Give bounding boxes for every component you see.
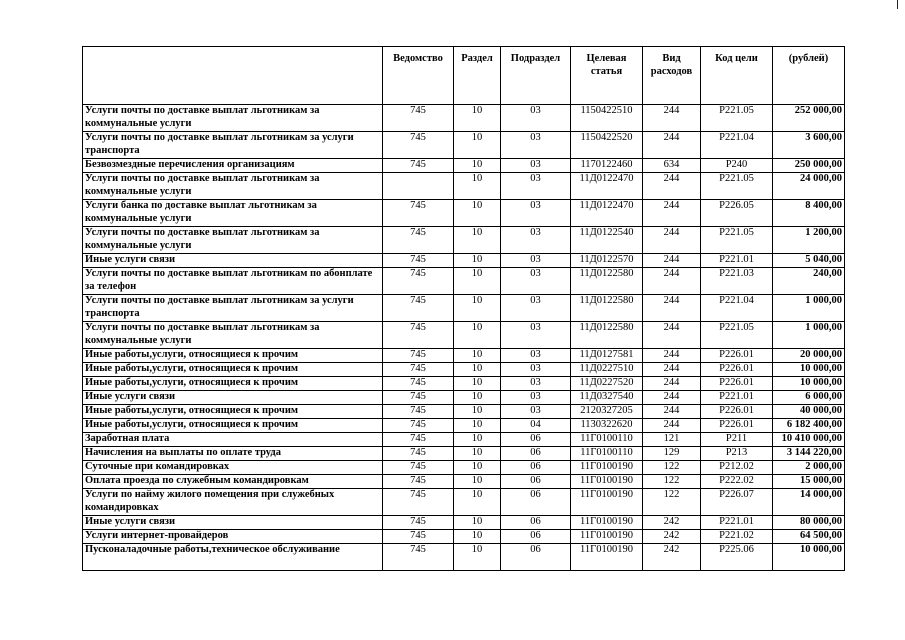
row-name-cell: Начисления на выплаты по оплате труда [83, 447, 383, 461]
row-article-cell: 11Д0227510 [571, 363, 643, 377]
row-type-cell: 242 [643, 516, 701, 530]
table-row [83, 227, 845, 254]
row-type-cell: 244 [643, 363, 701, 377]
row-section-cell: 10 [454, 322, 501, 349]
table-row [83, 363, 845, 377]
table-row [83, 377, 845, 391]
row-article-cell: 11Д0122540 [571, 227, 643, 254]
row-amount-cell: 24 000,00 [773, 173, 845, 200]
row-subsection-cell: 06 [501, 489, 571, 516]
row-dept-cell: 745 [383, 132, 454, 159]
row-type-cell: 244 [643, 295, 701, 322]
row-type-cell: 129 [643, 447, 701, 461]
row-article-cell: 11Г0100110 [571, 433, 643, 447]
table-row [83, 268, 845, 295]
row-type-cell: 634 [643, 159, 701, 173]
row-section-cell: 10 [454, 391, 501, 405]
row-article-cell: 1150422520 [571, 132, 643, 159]
row-dept-cell: 745 [383, 227, 454, 254]
row-amount-cell: 2 000,00 [773, 461, 845, 475]
row-name-cell: Иные услуги связи [83, 391, 383, 405]
row-subsection-cell: 06 [501, 475, 571, 489]
row-dept-cell: 745 [383, 268, 454, 295]
row-amount-cell: 8 400,00 [773, 200, 845, 227]
row-code-cell: Р226.01 [701, 377, 773, 391]
row-section-cell: 10 [454, 433, 501, 447]
row-name-cell: Услуги почты по доставке выплат льготникам за коммунальные услуги [83, 322, 383, 349]
row-code-cell: Р221.05 [701, 105, 773, 132]
row-section-cell: 10 [454, 447, 501, 461]
row-subsection-cell: 03 [501, 322, 571, 349]
row-amount-cell: 252 000,00 [773, 105, 845, 132]
row-type-cell: 244 [643, 322, 701, 349]
row-article-cell: 11Д0327540 [571, 391, 643, 405]
row-amount-cell: 14 000,00 [773, 489, 845, 516]
row-dept-cell [383, 173, 454, 200]
table-row [83, 254, 845, 268]
row-dept-cell: 745 [383, 200, 454, 227]
row-name-cell: Услуги почты по доставке выплат льготникам за коммунальные услуги [83, 227, 383, 254]
header-subsection: Подраздел [501, 47, 571, 105]
row-article-cell: 11Г0100190 [571, 516, 643, 530]
row-dept-cell: 745 [383, 475, 454, 489]
row-dept-cell: 745 [383, 461, 454, 475]
row-section-cell: 10 [454, 254, 501, 268]
header-target-article: Целевая статья [571, 47, 643, 105]
row-name-cell: Иные работы,услуги, относящиеся к прочим [83, 405, 383, 419]
row-type-cell: 244 [643, 419, 701, 433]
row-name-cell: Иные работы,услуги, относящиеся к прочим [83, 363, 383, 377]
row-article-cell: 11Д0122580 [571, 295, 643, 322]
row-dept-cell: 745 [383, 295, 454, 322]
row-name-cell: Безвозмездные перечисления организациям [83, 159, 383, 173]
row-article-cell: 2120327205 [571, 405, 643, 419]
row-name-cell: Иные работы,услуги, относящиеся к прочим [83, 419, 383, 433]
row-dept-cell: 745 [383, 530, 454, 544]
row-section-cell: 10 [454, 544, 501, 571]
row-dept-cell: 745 [383, 405, 454, 419]
row-amount-cell: 1 000,00 [773, 322, 845, 349]
table-row [83, 447, 845, 461]
row-code-cell: Р221.01 [701, 254, 773, 268]
row-section-cell: 10 [454, 132, 501, 159]
row-article-cell: 11Д0122580 [571, 322, 643, 349]
row-name-cell: Заработная плата [83, 433, 383, 447]
table-row [83, 419, 845, 433]
row-amount-cell: 5 040,00 [773, 254, 845, 268]
header-name [83, 47, 383, 105]
row-code-cell: Р222.02 [701, 475, 773, 489]
row-name-cell: Услуги почты по доставке выплат льготникам за коммунальные услуги [83, 173, 383, 200]
row-code-cell: Р226.01 [701, 405, 773, 419]
row-code-cell: Р212.02 [701, 461, 773, 475]
row-code-cell: Р213 [701, 447, 773, 461]
row-dept-cell: 745 [383, 322, 454, 349]
page-edge-mark [897, 0, 898, 9]
row-name-cell: Иные услуги связи [83, 516, 383, 530]
row-subsection-cell: 06 [501, 447, 571, 461]
row-section-cell: 10 [454, 405, 501, 419]
row-section-cell: 10 [454, 295, 501, 322]
table-row [83, 544, 845, 571]
row-section-cell: 10 [454, 200, 501, 227]
row-amount-cell: 64 500,00 [773, 530, 845, 544]
row-article-cell: 11Д0122470 [571, 173, 643, 200]
row-code-cell: Р226.01 [701, 363, 773, 377]
header-section: Раздел [454, 47, 501, 105]
row-dept-cell: 745 [383, 105, 454, 132]
row-subsection-cell: 03 [501, 254, 571, 268]
row-name-cell: Услуги почты по доставке выплат льготникам по абонплате за телефон [83, 268, 383, 295]
row-dept-cell: 745 [383, 433, 454, 447]
row-subsection-cell: 03 [501, 268, 571, 295]
row-section-cell: 10 [454, 377, 501, 391]
row-dept-cell: 745 [383, 489, 454, 516]
row-amount-cell: 40 000,00 [773, 405, 845, 419]
table-row [83, 173, 845, 200]
row-name-cell: Суточные при командировках [83, 461, 383, 475]
row-code-cell: Р211 [701, 433, 773, 447]
row-subsection-cell: 03 [501, 227, 571, 254]
table-row [83, 391, 845, 405]
row-subsection-cell: 06 [501, 530, 571, 544]
row-dept-cell: 745 [383, 159, 454, 173]
row-section-cell: 10 [454, 516, 501, 530]
row-type-cell: 244 [643, 391, 701, 405]
row-article-cell: 11Г0100190 [571, 461, 643, 475]
row-name-cell: Пусконаладочные работы,техническое обслуживание [83, 544, 383, 571]
row-name-cell: Услуги почты по доставке выплат льготникам за услуги транспорта [83, 295, 383, 322]
row-dept-cell: 745 [383, 419, 454, 433]
table-row [83, 461, 845, 475]
row-subsection-cell: 03 [501, 363, 571, 377]
row-type-cell: 121 [643, 433, 701, 447]
row-amount-cell: 10 000,00 [773, 377, 845, 391]
row-amount-cell: 15 000,00 [773, 475, 845, 489]
row-subsection-cell: 03 [501, 405, 571, 419]
row-code-cell: Р226.05 [701, 200, 773, 227]
row-article-cell: 1130322620 [571, 419, 643, 433]
row-type-cell: 244 [643, 268, 701, 295]
table-row [83, 405, 845, 419]
header-expense-type: Вид расходов [643, 47, 701, 105]
row-amount-cell: 10 410 000,00 [773, 433, 845, 447]
table-row [83, 516, 845, 530]
row-section-cell: 10 [454, 349, 501, 363]
row-code-cell: Р221.04 [701, 295, 773, 322]
row-type-cell: 122 [643, 475, 701, 489]
row-amount-cell: 6 182 400,00 [773, 419, 845, 433]
row-article-cell: 1150422510 [571, 105, 643, 132]
row-code-cell: Р221.03 [701, 268, 773, 295]
row-type-cell: 242 [643, 544, 701, 571]
row-dept-cell: 745 [383, 544, 454, 571]
row-type-cell: 122 [643, 461, 701, 475]
row-section-cell: 10 [454, 530, 501, 544]
table-row [83, 475, 845, 489]
row-dept-cell: 745 [383, 254, 454, 268]
table-row [83, 530, 845, 544]
row-amount-cell: 3 144 220,00 [773, 447, 845, 461]
row-type-cell: 122 [643, 489, 701, 516]
row-section-cell: 10 [454, 475, 501, 489]
row-section-cell: 10 [454, 159, 501, 173]
row-subsection-cell: 03 [501, 132, 571, 159]
row-subsection-cell: 06 [501, 461, 571, 475]
row-article-cell: 1170122460 [571, 159, 643, 173]
row-article-cell: 11Г0100190 [571, 475, 643, 489]
row-section-cell: 10 [454, 489, 501, 516]
row-code-cell: Р240 [701, 159, 773, 173]
row-subsection-cell: 06 [501, 433, 571, 447]
table-row [83, 159, 845, 173]
row-article-cell: 11Д0122570 [571, 254, 643, 268]
table-body [83, 105, 845, 571]
row-type-cell: 242 [643, 530, 701, 544]
row-dept-cell: 745 [383, 377, 454, 391]
row-dept-cell: 745 [383, 447, 454, 461]
table-row [83, 489, 845, 516]
row-subsection-cell: 06 [501, 516, 571, 530]
row-name-cell: Услуги интернет-провайдеров [83, 530, 383, 544]
table-row [83, 322, 845, 349]
row-code-cell: Р221.01 [701, 391, 773, 405]
row-name-cell: Иные работы,услуги, относящиеся к прочим [83, 349, 383, 363]
row-subsection-cell: 03 [501, 349, 571, 363]
row-type-cell: 244 [643, 105, 701, 132]
row-name-cell: Иные работы,услуги, относящиеся к прочим [83, 377, 383, 391]
table-row [83, 433, 845, 447]
row-amount-cell: 10 000,00 [773, 544, 845, 571]
row-name-cell: Услуги почты по доставке выплат льготникам за коммунальные услуги [83, 105, 383, 132]
row-type-cell: 244 [643, 227, 701, 254]
row-subsection-cell: 03 [501, 391, 571, 405]
row-article-cell: 11Д0127581 [571, 349, 643, 363]
row-article-cell: 11Д0122470 [571, 200, 643, 227]
table-row [83, 132, 845, 159]
row-section-cell: 10 [454, 419, 501, 433]
table-row [83, 295, 845, 322]
row-subsection-cell: 03 [501, 200, 571, 227]
row-type-cell: 244 [643, 132, 701, 159]
row-type-cell: 244 [643, 200, 701, 227]
header-dept: Ведомство [383, 47, 454, 105]
row-section-cell: 10 [454, 268, 501, 295]
row-amount-cell: 1 200,00 [773, 227, 845, 254]
row-subsection-cell: 03 [501, 173, 571, 200]
budget-table [82, 46, 845, 571]
row-article-cell: 11Д0227520 [571, 377, 643, 391]
row-subsection-cell: 03 [501, 377, 571, 391]
row-amount-cell: 250 000,00 [773, 159, 845, 173]
row-article-cell: 11Г0100190 [571, 489, 643, 516]
row-amount-cell: 1 000,00 [773, 295, 845, 322]
row-name-cell: Оплата проезда по служебным командировкам [83, 475, 383, 489]
table-row [83, 200, 845, 227]
row-subsection-cell: 03 [501, 105, 571, 132]
row-article-cell: 11Г0100190 [571, 544, 643, 571]
row-name-cell: Иные услуги связи [83, 254, 383, 268]
row-code-cell: Р221.02 [701, 530, 773, 544]
header-amount: (рублей) [773, 47, 845, 105]
row-section-cell: 10 [454, 105, 501, 132]
row-amount-cell: 20 000,00 [773, 349, 845, 363]
row-dept-cell: 745 [383, 363, 454, 377]
row-code-cell: Р226.07 [701, 489, 773, 516]
row-article-cell: 11Г0100110 [571, 447, 643, 461]
row-type-cell: 244 [643, 377, 701, 391]
row-code-cell: Р221.01 [701, 516, 773, 530]
row-amount-cell: 6 000,00 [773, 391, 845, 405]
row-name-cell: Услуги по найму жилого помещения при служебных командировках [83, 489, 383, 516]
header-goal-code: Код цели [701, 47, 773, 105]
table-row [83, 349, 845, 363]
row-type-cell: 244 [643, 173, 701, 200]
row-amount-cell: 80 000,00 [773, 516, 845, 530]
row-subsection-cell: 04 [501, 419, 571, 433]
row-type-cell: 244 [643, 405, 701, 419]
row-dept-cell: 745 [383, 516, 454, 530]
row-name-cell: Услуги банка по доставке выплат льготникам за коммунальные услуги [83, 200, 383, 227]
row-subsection-cell: 03 [501, 295, 571, 322]
row-section-cell: 10 [454, 173, 501, 200]
row-type-cell: 244 [643, 254, 701, 268]
row-code-cell: Р226.01 [701, 419, 773, 433]
row-code-cell: Р226.01 [701, 349, 773, 363]
row-code-cell: Р221.04 [701, 132, 773, 159]
table-row [83, 105, 845, 132]
row-section-cell: 10 [454, 363, 501, 377]
row-amount-cell: 10 000,00 [773, 363, 845, 377]
row-code-cell: Р221.05 [701, 227, 773, 254]
row-subsection-cell: 03 [501, 159, 571, 173]
row-section-cell: 10 [454, 461, 501, 475]
row-section-cell: 10 [454, 227, 501, 254]
row-code-cell: Р221.05 [701, 322, 773, 349]
row-amount-cell: 3 600,00 [773, 132, 845, 159]
row-article-cell: 11Г0100190 [571, 530, 643, 544]
row-code-cell: Р225.06 [701, 544, 773, 571]
row-article-cell: 11Д0122580 [571, 268, 643, 295]
row-subsection-cell: 06 [501, 544, 571, 571]
row-type-cell: 244 [643, 349, 701, 363]
row-amount-cell: 240,00 [773, 268, 845, 295]
row-dept-cell: 745 [383, 391, 454, 405]
header-row [83, 47, 845, 105]
row-dept-cell: 745 [383, 349, 454, 363]
row-code-cell: Р221.05 [701, 173, 773, 200]
row-name-cell: Услуги почты по доставке выплат льготникам за услуги транспорта [83, 132, 383, 159]
